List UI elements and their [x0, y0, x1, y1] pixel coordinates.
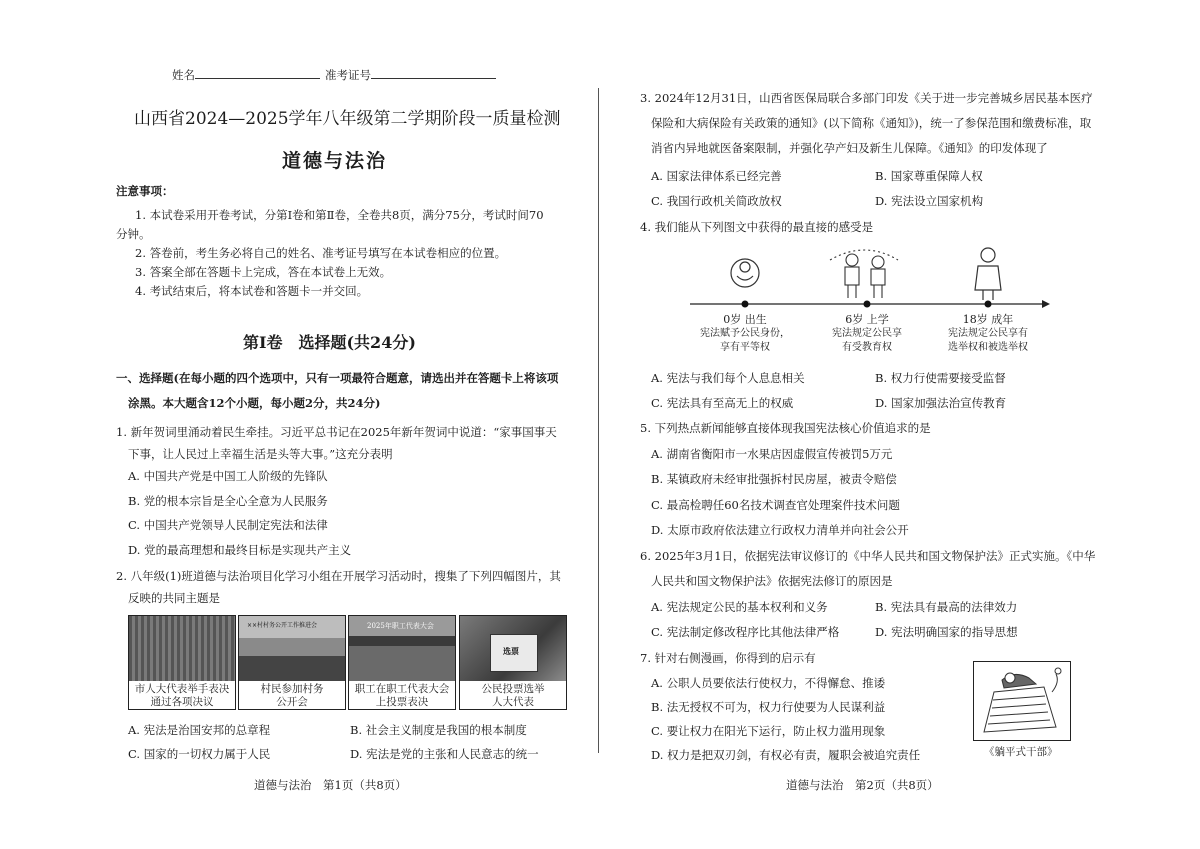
photo-caption: 市人大代表举手表决 通过各项决议	[134, 683, 230, 708]
baby-icon	[731, 259, 759, 287]
q2-stem: 2. 八年级(1)班道德与法治项目化学习小组在开展学习活动时，搜集了下列四幅图片，其	[116, 569, 561, 583]
note-item: 4. 考试结束后，将本试卷和答题卡一并交回。	[135, 284, 369, 298]
q2-option-c: C. 国家的一切权力属于人民	[128, 747, 271, 761]
page-footer-right: 道德与法治 第2页（共8页）	[786, 778, 939, 792]
q4-option-c: C. 宪法具有至高无上的权威	[651, 396, 794, 410]
photo-image	[460, 616, 566, 681]
q3-stem: 保险和大病保险有关政策的通知》(以下简称《通知》)，统一了参保范围和缴费标准，取	[651, 116, 1092, 130]
page-divider	[598, 88, 599, 753]
photo-workers-congress	[348, 615, 456, 710]
timeline-label-birth: 0岁 出生 宪法赋予公民身份， 享有平等权	[700, 313, 790, 353]
q3-stem: 消省内异地就医备案限制，并强化孕产妇及新生儿保障。《通知》的印发体现了	[651, 141, 1048, 155]
exam-title: 山西省2024—2025学年八年级第二学期阶段一质量检测	[134, 109, 561, 129]
timeline-label-school: 6岁 上学 宪法规定公民享 有受教育权	[832, 313, 902, 353]
q1-stem: 1. 新年贺词里涌动着民生牵挂。习近平总书记在2025年新年贺词中说道：“家事国事天	[116, 425, 557, 439]
q2-option-d: D. 宪法是党的主张和人民意志的统一	[350, 747, 539, 761]
q5-stem: 5. 下列热点新闻能够直接体现我国宪法核心价值追求的是	[640, 421, 931, 435]
q1-option-a: A. 中国共产党是中国工人阶级的先锋队	[128, 469, 328, 483]
q1-stem: 下事，让人民过上幸福生活是头等大事。”这充分表明	[128, 447, 393, 461]
timeline-graphic	[680, 240, 1060, 318]
q3-stem: 3. 2024年12月31日，山西省医保局联合多部门印发《关于进一步完善城乡居民基本医疗	[640, 91, 1093, 105]
q6-option-a: A. 宪法规定公民的基本权利和义务	[651, 600, 828, 614]
cartoon-caption: 《躺平式干部》	[984, 746, 1058, 758]
timeline-dot	[985, 301, 992, 308]
q5-option-d: D. 太原市政府依法建立行政权力清单并向社会公开	[651, 523, 909, 537]
q7-option-d: D. 权力是把双刃剑，有权必有责，履职会被追究责任	[651, 748, 921, 762]
photo-village-meeting	[238, 615, 346, 710]
q1-option-b: B. 党的根本宗旨是全心全意为人民服务	[128, 494, 328, 508]
q5-option-a: A. 湖南省衡阳市一水果店因虚假宣传被罚5万元	[651, 447, 893, 461]
q1-option-c: C. 中国共产党领导人民制定宪法和法律	[128, 518, 328, 532]
q4-stem: 4. 我们能从下列图文中获得的最直接的感受是	[640, 220, 874, 234]
notes-title: 注意事项：	[116, 184, 174, 198]
q3-option-a: A. 国家法律体系已经完善	[651, 169, 782, 183]
note-item: 2. 答卷前，考生务必将自己的姓名、准考证号填写在本试卷相应的位置。	[135, 246, 507, 260]
timeline-dot	[742, 301, 749, 308]
name-label: 姓名	[172, 68, 195, 82]
q7-stem: 7. 针对右侧漫画，你得到的启示有	[640, 651, 816, 665]
q3-option-c: C. 我国行政机关简政放权	[651, 194, 782, 208]
exam-id-field	[325, 66, 496, 83]
subject-title: 道德与法治	[282, 150, 388, 172]
q7-option-a: A. 公职人员要依法行使权力，不得懈怠、推诿	[651, 676, 886, 690]
photo-sign: 2025年职工代表大会	[367, 622, 434, 630]
photo-caption: 职工在职工代表大会 上投票表决	[354, 683, 450, 708]
section-title: 第Ⅰ卷 选择题(共24分)	[243, 333, 416, 352]
q2-option-a: A. 宪法是治国安邦的总章程	[128, 723, 271, 737]
name-blank	[195, 66, 320, 79]
q4-option-a: A. 宪法与我们每个人息息相关	[651, 371, 805, 385]
exam-id-blank	[371, 66, 496, 79]
page-footer-left: 道德与法治 第1页（共8页）	[254, 778, 407, 792]
timeline-label-adult: 18岁 成年 宪法规定公民享有 选举权和被选举权	[948, 313, 1028, 353]
name-field	[172, 66, 320, 83]
photo-npc-vote	[128, 615, 236, 710]
q3-option-d: D. 宪法设立国家机构	[875, 194, 984, 208]
note-item: 3. 答案全部在答题卡上完成，答在本试卷上无效。	[135, 265, 392, 279]
q4-option-b: B. 权力行使需要接受监督	[875, 371, 1006, 385]
q6-option-d: D. 宪法明确国家的指导思想	[875, 625, 1018, 639]
cartoon-frame	[973, 661, 1071, 741]
photo-caption: 公民投票选举 人大代表	[481, 683, 545, 708]
note-item: 分钟。	[116, 227, 151, 241]
q5-option-b: B. 某镇政府未经审批强拆村民房屋，被责令赔偿	[651, 472, 897, 486]
section-instruction: 涂黑。本大题含12个小题，每小题2分，共24分)	[128, 396, 381, 410]
q3-option-b: B. 国家尊重保障人权	[875, 169, 983, 183]
q5-option-c: C. 最高检聘任60名技术调查官处理案件技术问题	[651, 498, 900, 512]
cartoon-illustration	[974, 662, 1070, 740]
photo-citizen-ballot	[459, 615, 567, 710]
q1-option-d: D. 党的最高理想和最终目标是实现共产主义	[128, 543, 352, 557]
photo-sign: 选票	[503, 646, 519, 656]
q7-option-c: C. 要让权力在阳光下运行，防止权力滥用现象	[651, 724, 886, 738]
timeline-dot	[864, 301, 871, 308]
note-item: 1. 本试卷采用开卷考试，分第Ⅰ卷和第Ⅱ卷，全卷共8页，满分75分，考试时间70	[135, 208, 544, 222]
q6-stem: 6. 2025年3月1日，依据宪法审议修订的《中华人民共和国文物保护法》正式实施。《中华	[640, 549, 1096, 563]
q6-option-c: C. 宪法制定修改程序比其他法律严格	[651, 625, 840, 639]
q6-stem: 人民共和国文物保护法》依据宪法修订的原因是	[651, 574, 893, 588]
children-icon	[830, 250, 898, 298]
q4-option-d: D. 国家加强法治宣传教育	[875, 396, 1007, 410]
photo-image	[239, 616, 345, 681]
exam-id-label: 准考证号	[325, 68, 371, 82]
q2-option-b: B. 社会主义制度是我国的根本制度	[350, 723, 527, 737]
timeline-arrow	[1042, 300, 1050, 308]
photo-image	[129, 616, 235, 681]
q6-option-b: B. 宪法具有最高的法律效力	[875, 600, 1018, 614]
adult-icon	[975, 248, 1001, 300]
photo-sign: ××村村务公开工作推进会	[247, 622, 318, 629]
q7-option-b: B. 法无授权不可为，权力行使要为人民谋利益	[651, 700, 886, 714]
photo-caption: 村民参加村务 公开会	[260, 683, 324, 708]
section-instruction: 一、选择题(在每小题的四个选项中，只有一项最符合题意，请选出并在答题卡上将该项	[116, 371, 559, 385]
q2-stem: 反映的共同主题是	[128, 591, 220, 605]
photo-image	[349, 616, 455, 681]
